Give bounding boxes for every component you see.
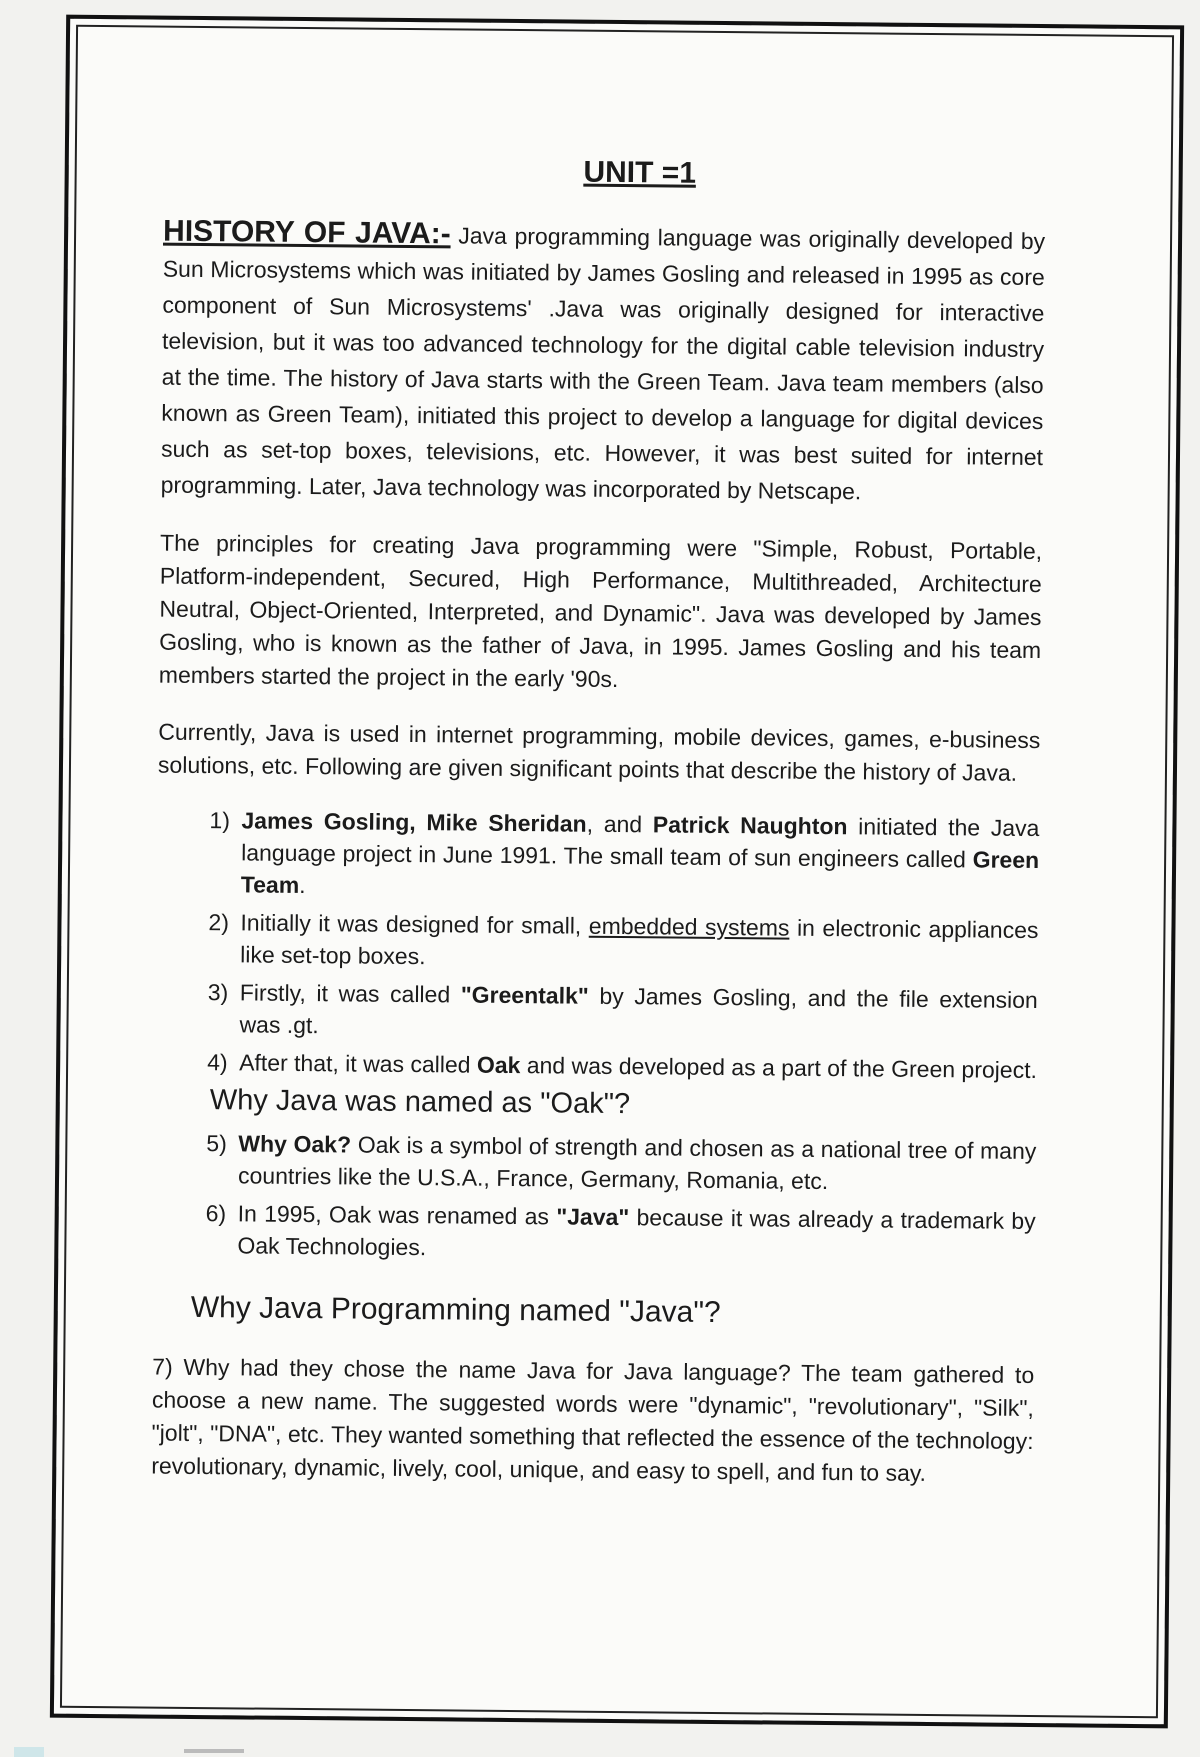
list-text: In 1995, Oak was renamed as [237,1200,557,1230]
embedded-systems-link[interactable]: embedded systems [588,912,790,941]
scan-artifact [14,1747,44,1757]
list-item [205,1197,1036,1269]
list-text: by James Gosling, and the file extension was .gt. [239,982,1038,1039]
list-number: 3) [207,979,229,1006]
list-number: 5) [206,1130,227,1157]
list-text: initiated the Java language project in June 1991. The small team of sun engineers called [241,813,1040,873]
list-item [209,804,1040,908]
list-number: 2) [208,909,230,936]
list-text: Oak is a symbol of strength and chosen as a national tree of many countries like the U.S.A., France, Germany, Romania, etc. [237,1131,1037,1195]
list-item [207,976,1038,1048]
list-item [207,1046,1037,1086]
scan-bottom-edge [14,1741,1194,1757]
bold-name: Patrick Naughton [652,811,848,840]
heading-why-java: Why Java Programming named "Java"? [190,1290,721,1330]
history-intro: Java programming language was originally developed by Sun Microsystems which was initiated by James Gosling and released in 1995 as core component of Sun Microsystems' .Java was originally designed for interactive television, but it was too advanced technology for the digital cable television industry at the time. The history of Java starts with the Green Team. Java team members (also known as Green Team), initiated this project to develop a language for digital devices such as set-top boxes, televisions, etc. However, it was best suited for internet programming. Later, Java technology was incorporated by Netscape. [160,222,1046,505]
list-number: 4) [207,1049,228,1076]
list-number: 6) [205,1200,227,1227]
currently-paragraph: Currently, Java is used in internet programming, mobile devices, games, e-business solutions, etc. Following are given significant points that describe the history of Java. [157,718,1041,786]
document-page [50,15,1184,1729]
final-paragraph: 7) Why had they chose the name Java for Java language? The team gathered to choose a new name. The suggested words were "dynamic", "revolutionary", "Silk", "jolt", "DNA", etc. They wanted something that reflected the essence of the technology: revolutionary, dynamic, lively, cool, unique, and easy to spell, and fun to say. [151,1353,1035,1486]
bold-java: "Java" [556,1203,630,1231]
list-text: because it was already a trademark by Oak Technologies. [237,1204,1036,1261]
bold-why-oak: Why Oak? [238,1130,352,1158]
history-points-list [155,804,1040,1086]
principles-paragraph: The principles for creating Java programming were "Simple, Robust, Portable, Platform-independent, Secured, High Performance, Multithreaded, Architecture Neutral, Object-Oriented, Interpreted, and Dynamic". Java was developed by James Gosling, who is known as the father of Java, in 1995. James Gosling and his team members started the project in the early '90s. [158,529,1043,693]
list-text: Initially it was designed for small, [240,909,589,939]
history-points-list-continued [153,1127,1036,1269]
list-item [206,1127,1037,1199]
list-text: in electronic appliances like set-top boxes. [240,914,1039,970]
history-heading: HISTORY OF JAVA:- [162,214,451,251]
list-item [208,906,1039,978]
list-number: 1) [209,807,231,834]
list-text: , and [586,810,653,838]
list-text: and was developed as a part of the Green project. [520,1052,1038,1084]
bold-oak: Oak [476,1051,521,1079]
unit-title: UNIT =1 [583,155,697,190]
heading-why-oak: Why Java was named as "Oak"? [209,1084,631,1121]
list-text: After that, it was called [239,1049,478,1078]
history-paragraph [161,214,1046,511]
list-text: . [299,871,306,899]
bold-team: Green Team [240,846,1040,898]
bold-greentalk: "Greentalk" [460,981,589,1009]
list-text: Firstly, it was called [239,979,461,1008]
page-content [151,152,1046,1491]
bold-names: James Gosling, Mike Sheridan [241,807,587,837]
scan-artifact [184,1749,244,1753]
